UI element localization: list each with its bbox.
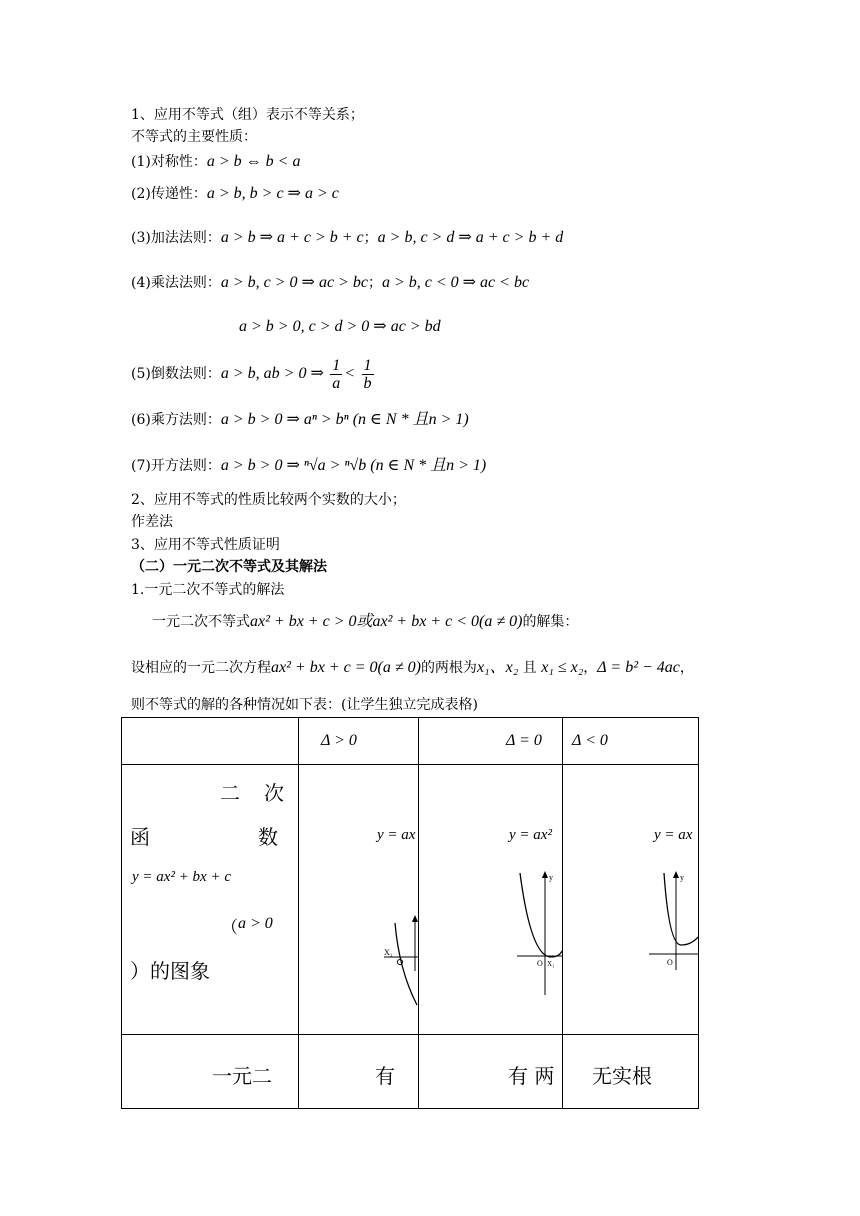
roots-delta-positive-text: 有 bbox=[375, 1064, 395, 1088]
line-1: 1、应用不等式（组）表示不等关系； bbox=[131, 107, 364, 123]
header-delta-negative bbox=[563, 718, 699, 765]
property-3-label: (3)加法法则： bbox=[131, 230, 221, 246]
property-3-math-a: a > b ⇒ a + c > b + c bbox=[220, 229, 364, 246]
graph-3-function-label: y = ax bbox=[654, 827, 693, 843]
graph-cell-delta-positive bbox=[299, 765, 419, 1035]
property-4-sep: ； bbox=[367, 275, 382, 291]
fraction-1-over-b bbox=[362, 357, 374, 392]
roots-cell-delta-positive bbox=[299, 1035, 419, 1109]
graph-3-y-label: y bbox=[680, 873, 684, 882]
roots-end: ， bbox=[679, 660, 694, 676]
property-4-math-a: a > b, c > 0 ⇒ ac > bc bbox=[220, 274, 368, 291]
graph-3-parabola bbox=[664, 873, 698, 945]
property-1-math: a > b ⇔ b < a bbox=[206, 153, 301, 170]
roots-text-a: 设相应的一元二次方程 bbox=[131, 660, 271, 676]
graph-2-y-label: y bbox=[549, 873, 553, 882]
roots-row-label: 一元二 bbox=[212, 1064, 272, 1088]
graph-label-condition: a > 0 bbox=[238, 915, 273, 932]
graph-label-function: y = ax² + bx + c bbox=[132, 869, 231, 885]
inequality-intro-text-a: 一元二次不等式 bbox=[152, 614, 250, 630]
fraction-1-over-a bbox=[330, 357, 342, 392]
property-6 bbox=[131, 411, 469, 429]
property-3-math-b: a > b, c > d ⇒ a + c > b + d bbox=[377, 229, 564, 246]
roots-delta-zero-text: 有 两 bbox=[508, 1064, 555, 1088]
subsection-heading: 1.一元二次不等式的解法 bbox=[131, 582, 285, 598]
property-4-math-b: a > b, c < 0 ⇒ ac < bc bbox=[381, 274, 530, 291]
table-intro: 则不等式的解的各种情况如下表：(让学生独立完成表格) bbox=[131, 697, 478, 713]
roots-sep: ， bbox=[583, 660, 598, 676]
graph-3-y-arrow bbox=[673, 871, 679, 878]
roots-cell-delta-negative bbox=[563, 1035, 699, 1109]
header-delta-zero-text: Δ = 0 bbox=[506, 732, 542, 749]
fraction-num-2: 1 bbox=[363, 356, 372, 374]
property-2 bbox=[131, 185, 339, 203]
graph-delta-zero bbox=[419, 765, 562, 1035]
graph-1-root-label: X₁ bbox=[384, 948, 393, 957]
inequality-intro bbox=[152, 613, 578, 631]
roots-delta-negative-text: 无实根 bbox=[592, 1064, 652, 1088]
roots-row-label-cell bbox=[122, 1035, 299, 1109]
header-delta-positive-text: Δ > 0 bbox=[321, 732, 357, 749]
property-1-label: (1)对称性： bbox=[131, 154, 207, 170]
property-5-label: (5)倒数法则： bbox=[131, 366, 221, 382]
graph-delta-negative bbox=[563, 765, 698, 1035]
inequality-intro-text-b: 的解集： bbox=[522, 614, 579, 630]
graph-label-line-2a: 函 bbox=[130, 825, 150, 849]
line-3: 3、应用不等式性质证明 bbox=[131, 537, 280, 553]
property-4-math-c: a > b > 0, c > d > 0 ⇒ ac > bd bbox=[239, 318, 441, 335]
graph-1-function-label: y = ax bbox=[377, 827, 416, 843]
property-4-label: (4)乘法法则： bbox=[131, 275, 221, 291]
property-3-sep: ； bbox=[363, 230, 378, 246]
graph-row-label-cell bbox=[122, 765, 299, 1035]
less-than: < bbox=[344, 365, 356, 382]
roots-order-math: x₁ ≤ x₂ bbox=[541, 659, 584, 676]
table-roots-row bbox=[122, 1035, 699, 1109]
graph-cell-delta-negative bbox=[563, 765, 699, 1035]
line-difference-method: 作差法 bbox=[131, 514, 173, 530]
table-header-row bbox=[122, 718, 699, 765]
graph-2-parabola bbox=[520, 873, 562, 957]
graph-3-origin-label: O bbox=[667, 958, 673, 967]
inequality-math: ax² + bx + c > 0或ax² + bx + c < 0(a ≠ 0) bbox=[250, 613, 523, 630]
equation-math: ax² + bx + c = 0(a ≠ 0) bbox=[271, 659, 421, 676]
equation-roots-line bbox=[131, 659, 694, 677]
graph-2-root-label: X₁ bbox=[547, 960, 555, 968]
graph-label-paren: （ bbox=[221, 918, 238, 938]
graph-2-function-label: y = ax² bbox=[509, 827, 552, 843]
roots-math: x₁、x₂ bbox=[476, 659, 519, 676]
graph-cell-delta-zero bbox=[419, 765, 563, 1035]
graph-1-y-arrow bbox=[412, 915, 418, 922]
line-2: 2、应用不等式的性质比较两个实数的大小； bbox=[131, 492, 406, 508]
graph-label-line-1: 二 次 bbox=[220, 781, 286, 805]
property-4 bbox=[131, 274, 529, 292]
property-2-label: (2)传递性： bbox=[131, 186, 207, 202]
graph-delta-positive bbox=[299, 765, 418, 1035]
property-6-math: a > b > 0 ⇒ aⁿ > bⁿ (n ∈ N * 且n > 1) bbox=[220, 411, 469, 428]
solution-table bbox=[121, 717, 699, 1109]
line-properties-heading: 不等式的主要性质： bbox=[131, 129, 257, 145]
property-7 bbox=[131, 457, 486, 475]
property-1 bbox=[131, 153, 300, 171]
section-heading: （二）一元二次不等式及其解法 bbox=[131, 559, 327, 575]
graph-2-y-arrow bbox=[542, 871, 548, 878]
graph-label-line-4: ）的图象 bbox=[130, 959, 210, 983]
table-graph-row bbox=[122, 765, 699, 1035]
property-5-math: a > b, ab > 0 ⇒ bbox=[220, 365, 324, 382]
roots-text-c: 且 bbox=[522, 660, 537, 676]
graph-2-origin-label: O bbox=[537, 959, 543, 968]
header-delta-positive bbox=[299, 718, 419, 765]
roots-text-b: 的两根为 bbox=[420, 660, 477, 676]
fraction-den-a: a bbox=[332, 374, 341, 392]
roots-cell-delta-zero bbox=[419, 1035, 563, 1109]
header-delta-zero bbox=[419, 718, 563, 765]
discriminant-math: Δ = b² − 4ac bbox=[597, 659, 680, 676]
property-7-math: a > b > 0 ⇒ ⁿ√a > ⁿ√b (n ∈ N * 且n > 1) bbox=[220, 457, 487, 474]
property-7-label: (7)开方法则： bbox=[131, 458, 221, 474]
property-2-math: a > b, b > c ⇒ a > c bbox=[206, 185, 339, 202]
graph-label-line-2b: 数 bbox=[258, 825, 278, 849]
header-empty-cell bbox=[122, 718, 299, 765]
property-5 bbox=[131, 354, 376, 394]
property-6-label: (6)乘方法则： bbox=[131, 412, 221, 428]
header-delta-negative-text: Δ < 0 bbox=[572, 732, 608, 749]
fraction-num-1: 1 bbox=[332, 356, 341, 374]
property-3 bbox=[131, 229, 563, 247]
fraction-den-b: b bbox=[363, 374, 372, 392]
property-4-continued bbox=[239, 318, 441, 336]
